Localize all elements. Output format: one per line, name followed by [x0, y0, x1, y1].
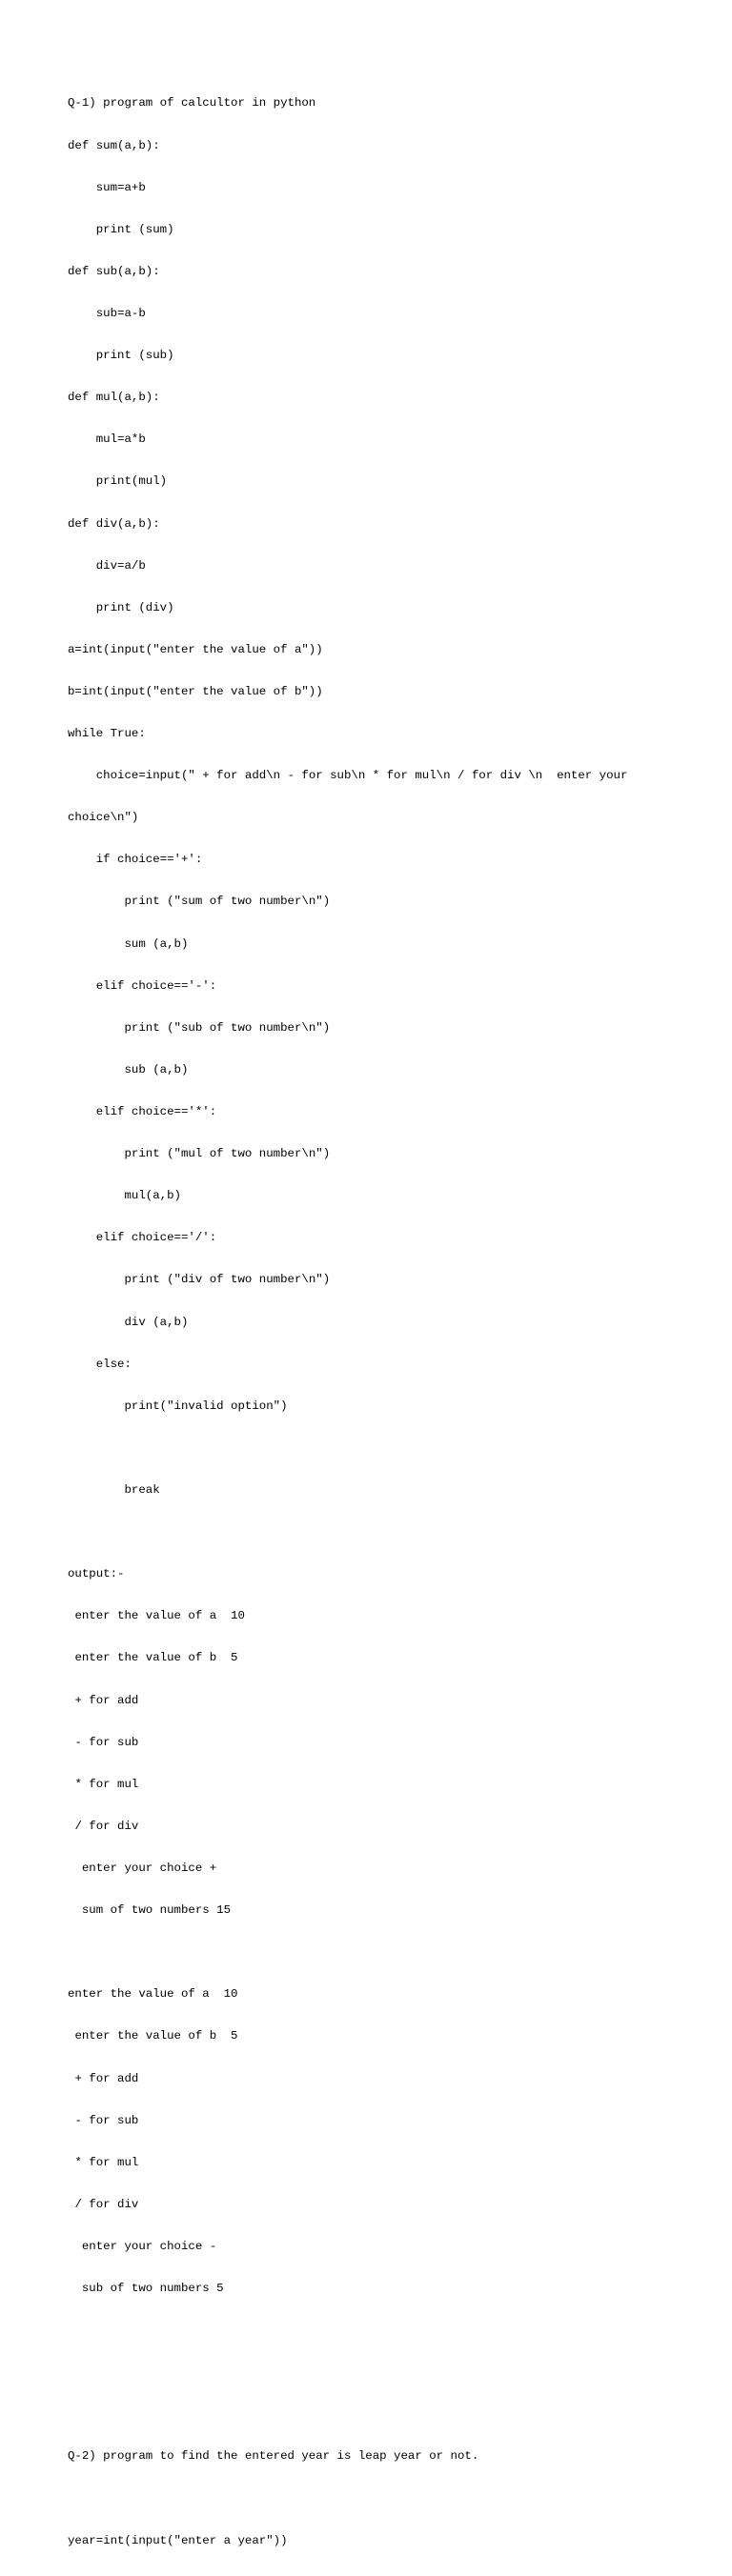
- text-line: [68, 2324, 678, 2338]
- text-line: div=a/b: [68, 558, 146, 573]
- text-line: + for add: [68, 1693, 139, 1707]
- text-line: [68, 2407, 678, 2422]
- text-line: enter the value of a 10: [68, 1987, 238, 2002]
- text-line: a=int(input("enter the value of a")): [68, 642, 323, 656]
- text-line: while True:: [68, 727, 146, 741]
- text-line: choice=input(" + for add\n - for sub\n * for mul\n / for div \n enter your: [68, 769, 628, 783]
- text-line: else:: [68, 1357, 132, 1371]
- text-line: print (div): [68, 600, 174, 614]
- text-line: sub of two numbers 5: [68, 2282, 224, 2296]
- text-line: enter the value of b 5: [68, 2029, 238, 2043]
- text-line: if choice=='+':: [68, 853, 203, 867]
- text-line: break: [68, 1483, 160, 1497]
- text-line: [68, 1525, 678, 1540]
- text-line: year=int(input("enter a year")): [68, 2533, 288, 2547]
- text-line: print("invalid option"): [68, 1399, 288, 1413]
- text-line: * for mul: [68, 1777, 139, 1791]
- text-line: print(mul): [68, 474, 168, 489]
- text-line: [68, 2492, 678, 2506]
- text-line: - for sub: [68, 1735, 139, 1749]
- text-line: Q-1) program of calcultor in python: [68, 96, 316, 111]
- text-line: def mul(a,b):: [68, 391, 160, 405]
- text-line: def sub(a,b):: [68, 264, 160, 278]
- text-line: enter your choice +: [68, 1861, 217, 1875]
- text-line: print (sum): [68, 222, 174, 236]
- text-line: - for sub: [68, 2113, 139, 2127]
- text-line: / for div: [68, 1819, 139, 1833]
- text-line: mul(a,b): [68, 1189, 181, 1203]
- text-line: print (sub): [68, 349, 174, 363]
- text-line: enter the value of b 5: [68, 1651, 238, 1665]
- text-line: elif choice=='-':: [68, 978, 217, 993]
- text-line: / for div: [68, 2197, 139, 2211]
- text-line: print ("sub of two number\n"): [68, 1020, 331, 1035]
- text-line: + for add: [68, 2071, 139, 2085]
- text-line: print ("sum of two number\n"): [68, 895, 331, 909]
- text-line: b=int(input("enter the value of b")): [68, 684, 323, 698]
- text-line: def div(a,b):: [68, 516, 160, 531]
- text-line: sum=a+b: [68, 180, 146, 194]
- text-line: elif choice=='/':: [68, 1231, 217, 1245]
- text-line: def sum(a,b):: [68, 138, 160, 152]
- text-line: sub (a,b): [68, 1062, 189, 1077]
- text-line: [68, 2365, 678, 2380]
- text-line: output:-: [68, 1567, 125, 1581]
- text-line: enter your choice -: [68, 2239, 217, 2253]
- text-line: elif choice=='*':: [68, 1105, 217, 1119]
- text-line: div (a,b): [68, 1315, 189, 1329]
- text-line: [68, 1441, 678, 1456]
- text-line: sub=a-b: [68, 306, 146, 320]
- text-line: sum (a,b): [68, 936, 189, 951]
- text-line: [68, 1945, 678, 1960]
- text-line: * for mul: [68, 2155, 139, 2169]
- document-text: [68, 69, 678, 2576]
- text-line: choice\n"): [68, 811, 139, 825]
- text-line: sum of two numbers 15: [68, 1903, 232, 1918]
- text-line: mul=a*b: [68, 433, 146, 447]
- text-line: Q-2) program to find the entered year is leap year or not.: [68, 2449, 479, 2464]
- text-line: print ("mul of two number\n"): [68, 1147, 331, 1161]
- text-line: print ("div of two number\n"): [68, 1273, 331, 1287]
- text-line: enter the value of a 10: [68, 1609, 245, 1623]
